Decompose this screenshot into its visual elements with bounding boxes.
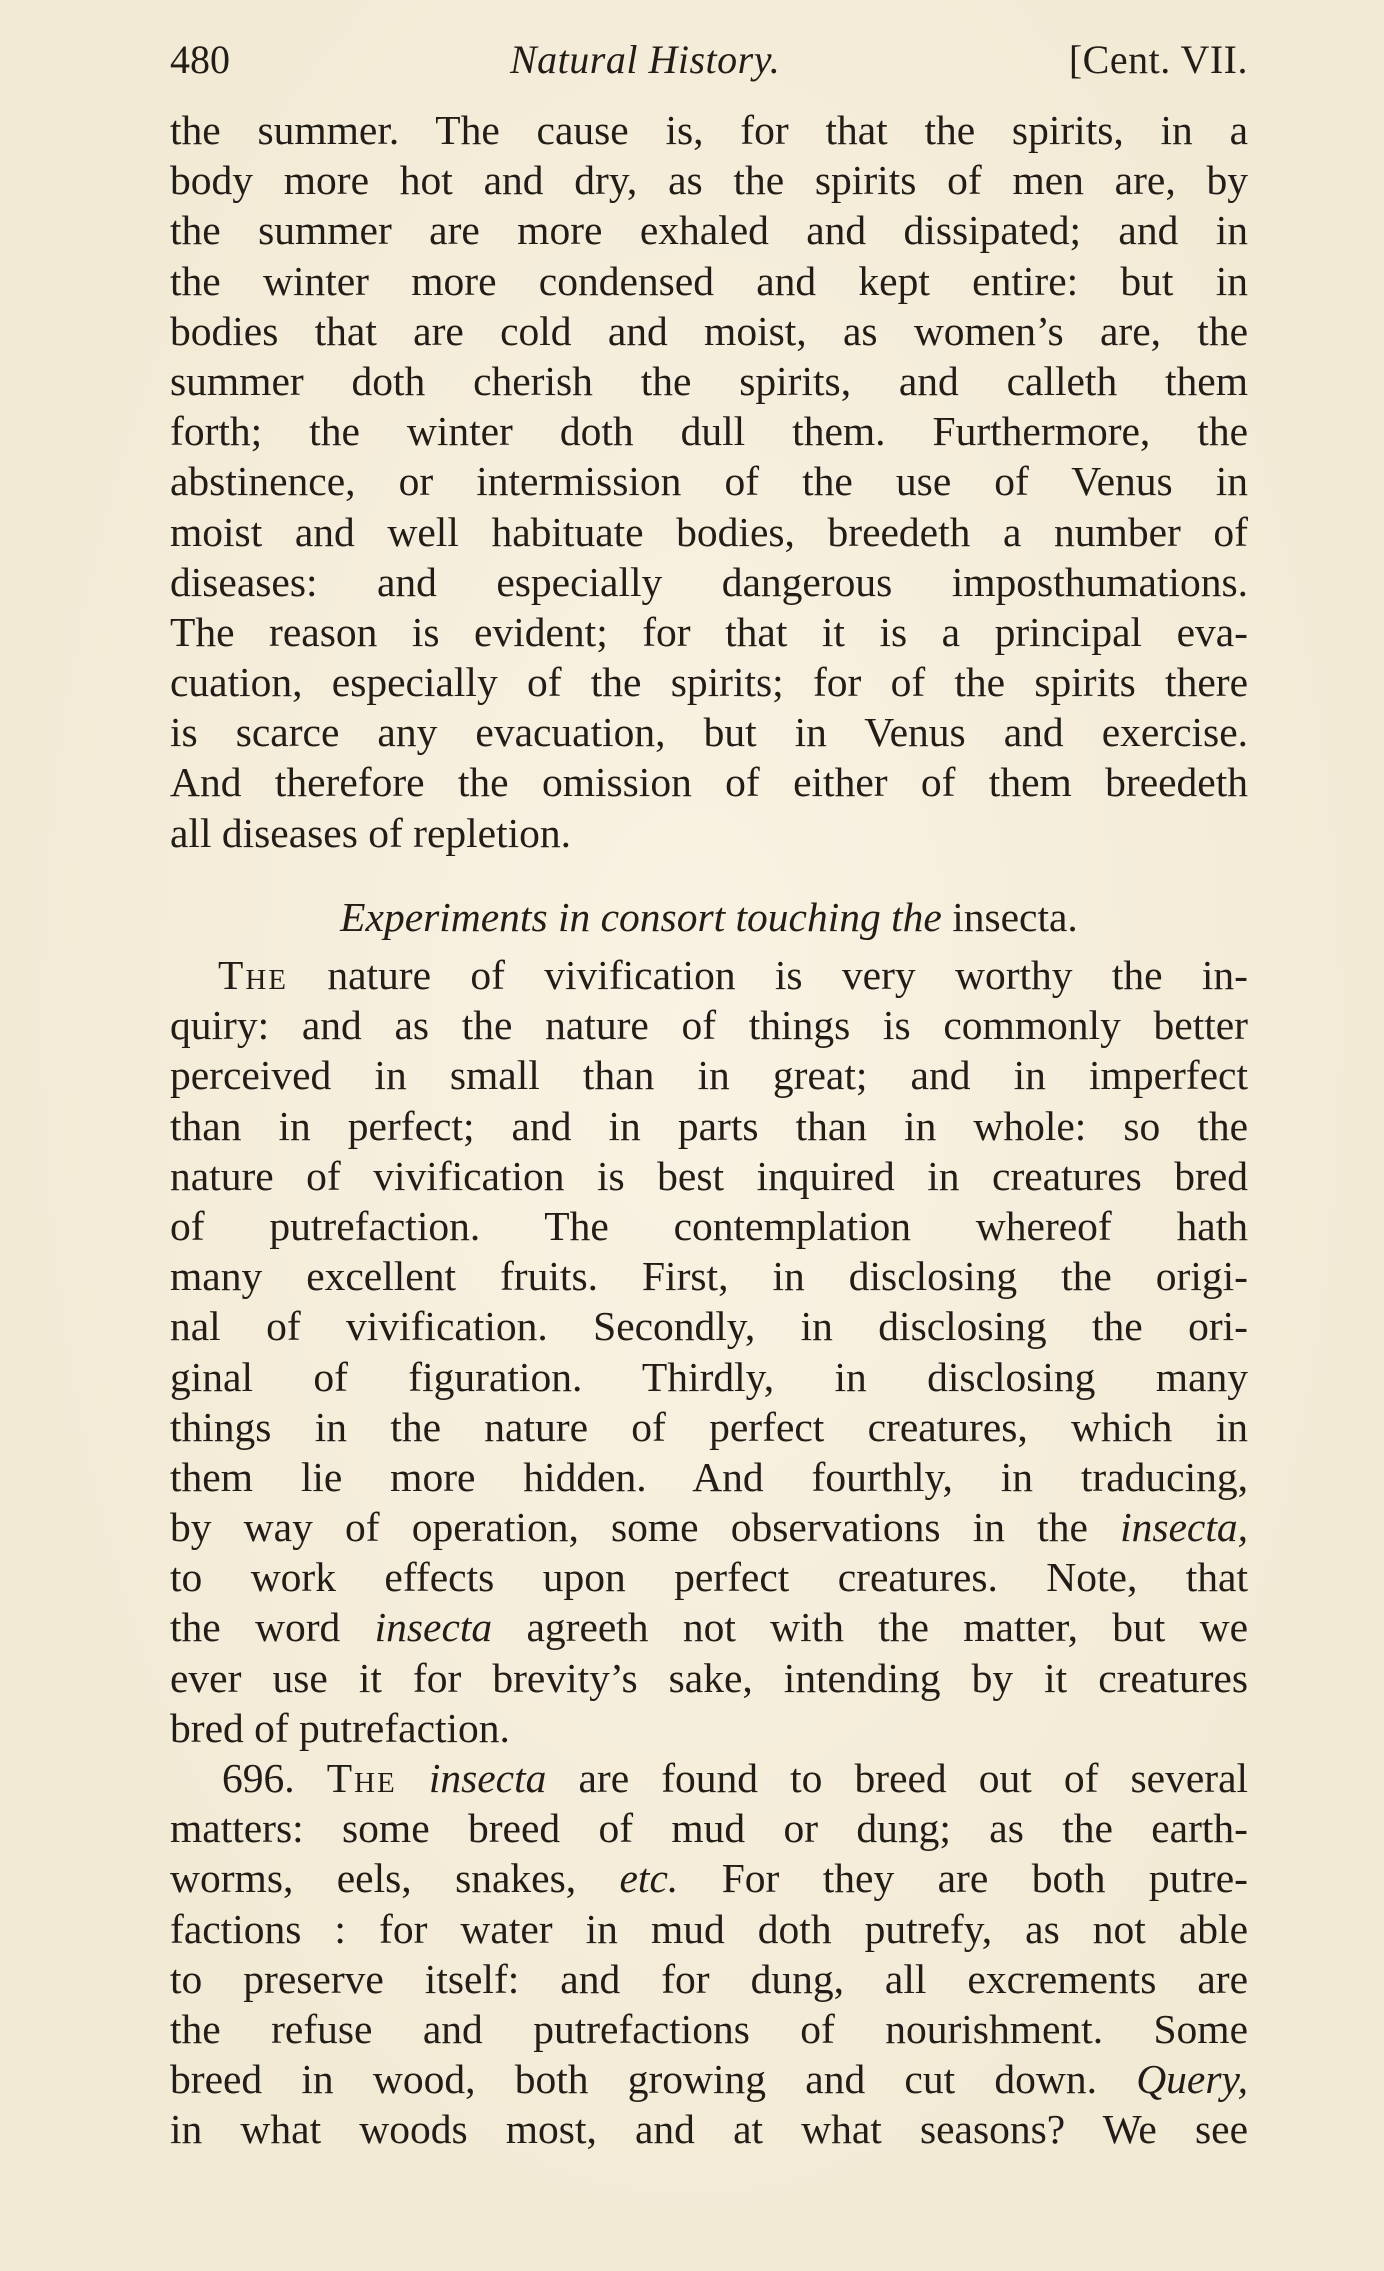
text-line: than in perfect; and in parts than in whole: so the bbox=[170, 1102, 1248, 1149]
small-caps-word: The bbox=[326, 1755, 397, 1801]
italic-term: insecta bbox=[374, 1604, 493, 1651]
text-line: is scarce any evacuation, but in Venus and exercise. bbox=[170, 709, 1248, 756]
text-segment: breed in wood, both growing and cut down. bbox=[170, 2056, 1097, 2103]
paragraph-number: 696. bbox=[222, 1755, 295, 1801]
heading-italic: Experiments in consort touching the bbox=[340, 893, 942, 940]
italic-term: insecta, bbox=[1120, 1504, 1249, 1551]
text-line bbox=[170, 1502, 1248, 1552]
text-line: nature of vivification is best inquired in creatures bred bbox=[170, 1152, 1248, 1199]
text-line: of putrefaction. The contemplation whereof hath bbox=[170, 1202, 1248, 1249]
text-segment: the word bbox=[170, 1604, 341, 1651]
text-line: moist and well habituate bodies, breedeth a number of bbox=[170, 508, 1248, 555]
text-line: ever use it for brevity’s sake, intending by it creatures bbox=[170, 1654, 1248, 1701]
text-line: the winter more condensed and kept entire: but in bbox=[170, 257, 1248, 304]
text-line: nal of vivification. Secondly, in disclosing the ori- bbox=[170, 1303, 1248, 1350]
small-caps-word: The bbox=[218, 952, 289, 998]
text-line: things in the nature of perfect creatures, which in bbox=[170, 1403, 1248, 1450]
text-segment: nature of vivification is very worthy the in- bbox=[327, 952, 1248, 998]
text-segment: by way of operation, some observations in the bbox=[170, 1504, 1088, 1551]
paragraph-intro bbox=[170, 950, 1248, 1753]
text-segment: agreeth not with the matter, but we bbox=[526, 1604, 1248, 1651]
heading-roman: insecta. bbox=[952, 893, 1078, 940]
text-line bbox=[170, 1853, 1248, 1903]
text-line: many excellent fruits. First, in disclosing the origi- bbox=[170, 1253, 1248, 1300]
paragraph-696 bbox=[170, 1753, 1248, 2155]
text-line bbox=[170, 950, 1248, 1000]
text-line: all diseases of repletion. bbox=[170, 809, 572, 856]
text-line: the summer. The cause is, for that the spirits, in a bbox=[170, 107, 1248, 153]
text-segment: For they are both putre- bbox=[721, 1855, 1248, 1902]
italic-term: Query, bbox=[1136, 2056, 1248, 2103]
text-line: The reason is evident; for that it is a principal eva- bbox=[170, 608, 1248, 655]
text-line: And therefore the omission of either of them breedeth bbox=[170, 759, 1248, 806]
text-line: forth; the winter doth dull them. Furthermore, the bbox=[170, 408, 1248, 455]
text-line: body more hot and dry, as the spirits of men are, by bbox=[170, 157, 1248, 204]
text-line bbox=[170, 2054, 1248, 2104]
italic-term: etc. bbox=[619, 1855, 679, 1902]
section-label: [Cent. VII. bbox=[1068, 37, 1248, 82]
text-segment: are found to breed out of several bbox=[578, 1755, 1249, 1801]
text-line bbox=[170, 1753, 1248, 1803]
text-segment: worms, eels, snakes, bbox=[170, 1855, 577, 1902]
running-title: Natural History. bbox=[510, 37, 781, 82]
text-line: abstinence, or intermission of the use of Venus in bbox=[170, 458, 1248, 505]
text-line: quiry: and as the nature of things is commonly better bbox=[170, 1002, 1248, 1049]
text-line: them lie more hidden. And fourthly, in traducing, bbox=[170, 1453, 1248, 1500]
text-line: to preserve itself: and for dung, all excrements are bbox=[170, 1955, 1248, 2002]
text-line: bodies that are cold and moist, as women’s are, the bbox=[170, 307, 1248, 354]
text-line: bred of putrefaction. bbox=[170, 1704, 510, 1751]
text-line: diseases: and especially dangerous imposthumations. bbox=[170, 558, 1248, 605]
text-line: ginal of figuration. Thirdly, in disclosing many bbox=[170, 1353, 1248, 1400]
body-text bbox=[170, 105, 1248, 2155]
text-line bbox=[170, 1602, 1248, 1652]
running-header bbox=[170, 30, 1248, 90]
text-line: to work effects upon perfect creatures. Note, that bbox=[170, 1554, 1248, 1601]
text-line: summer doth cherish the spirits, and calleth them bbox=[170, 357, 1248, 404]
text-line: perceived in small than in great; and in imperfect bbox=[170, 1052, 1248, 1099]
text-line: in what woods most, and at what seasons? We see bbox=[170, 2106, 1248, 2153]
paragraph-continuation bbox=[170, 105, 1248, 858]
text-line: the summer are more exhaled and dissipated; and in bbox=[170, 207, 1248, 254]
text-line: factions : for water in mud doth putrefy, as not able bbox=[170, 1905, 1248, 1952]
italic-term: insecta bbox=[428, 1755, 547, 1801]
text-line: cuation, especially of the spirits; for of the spirits there bbox=[170, 659, 1248, 706]
text-line: matters: some breed of mud or dung; as the earth- bbox=[170, 1805, 1248, 1852]
text-line: the refuse and putrefactions of nourishment. Some bbox=[170, 2005, 1248, 2052]
page-number: 480 bbox=[170, 37, 230, 82]
section-heading bbox=[170, 892, 1248, 942]
